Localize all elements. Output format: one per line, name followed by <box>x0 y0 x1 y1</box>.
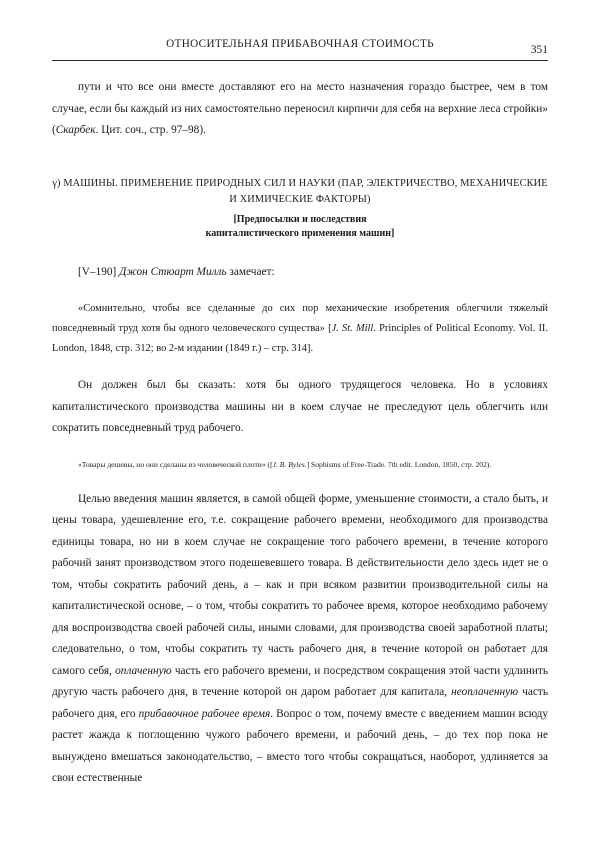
continued-text-part1: пути и что все они вместе доставляют его на место назначения гораздо быстрее, чем в том случае, если бы каждый из них самостоятельно переносил кирпичи для себя на верхние леса стройки» ( <box>52 81 548 136</box>
byles-source-citation: .] Sophisms of Free-Trade. 7th edit. London, 1850, стр. 202). <box>304 459 492 469</box>
mill-source-citation: . Principles of Political Economy. Vol. II. London, 1848, стр. 312; во 2-м издании (1849 г.) – стр. 314]. <box>52 323 548 354</box>
lead-in-verb: замечает: <box>226 265 275 278</box>
mill-quotation <box>52 299 548 359</box>
page-number: 351 <box>530 44 548 56</box>
page-content <box>52 38 548 790</box>
main-paragraph-part4: . Вопрос о том, почему вместе с введением машин всюду растет жажда к поглощению чужого рабочего времени, и рабочий день, – до тех пор пока не вынуждено вмешаться законодательство, – вместо того чтобы сокращаться, наоборот, удлиняется за свои естественные <box>52 707 548 784</box>
section-heading-line-2: И ХИМИЧЕСКИЕ ФАКТОРЫ) <box>229 194 371 205</box>
emphasis-unpaid-portion: неоплаченную <box>451 686 519 698</box>
comment-paragraph: Он должен был бы сказать: хотя бы одного трудящегося человека. Но в условиях капиталистического производства машины ни в коем случае не преследуют цель облегчить или сократить повседневный труд рабочего. <box>52 379 548 434</box>
byles-note-text: «Товары дешевы, но они сделаны из человеческой плоти» ([ <box>78 459 273 469</box>
main-paragraph-part2: часть его рабочего времени, и посредством сокращения этой части удлинить другую часть рабочего дня, в течение которой он даром работает для капитала, <box>52 664 548 698</box>
lead-in-paragraph <box>52 262 548 284</box>
byles-note <box>52 456 548 473</box>
continued-text-part2: . Цит. соч., стр. 97–98). <box>95 124 206 136</box>
mill-source-author: J. St. Mill <box>331 323 374 334</box>
header-divider <box>52 60 548 61</box>
skarbek-citation-name: Скарбек <box>55 124 96 136</box>
section-heading-line-1: γ) МАШИНЫ. ПРИМЕНЕНИЕ ПРИРОДНЫХ СИЛ И НАУКИ (ПАР, ЭЛЕКТРИЧЕСТВО, МЕХАНИЧЕСКИЕ <box>52 177 548 189</box>
section-subheading <box>52 213 548 242</box>
main-paragraph <box>52 489 548 790</box>
emphasis-surplus-labour-time: прибавочное рабочее время <box>138 707 271 720</box>
mill-quotation-text: «Сомнительно, чтобы все сделанные до сих пор механические изобретения облегчили тяжелый повседневный труд хотя бы одного человеческого существа» [ <box>52 303 548 334</box>
byles-source-author: J. B. Byles <box>272 459 305 469</box>
section-subheading-line-1: [Предпосылки и последствия <box>233 213 367 225</box>
manuscript-page-marker: [V–190] <box>78 265 120 278</box>
main-paragraph-part1: Целью введения машин является, в самой общей форме, уменьшение стоимости, а стало быть, и цены товара, удешевление его, т.е. сокращение рабочего времени, необходимого для производства единицы товара, но ни в коем случае не сокращение того рабочего времени, в течение которого рабочий занят производством этого подешевевшего товара. В действительности дело здесь идет не о том, чтобы сократить рабочий день, а – как и при всяком развитии производительной силы на капиталистической основе, – о том, чтобы сократить то рабочее время, которое необходимо рабочему для воспроизводства своей рабочей силы, иными словами, для производства своей заработной платы; следовательно, о том, чтобы сократить ту часть рабочего дня, в течение которой он работает для самого себя, <box>52 492 548 677</box>
mill-author-name: Джон Стюарт Милль <box>119 265 227 278</box>
main-paragraph-part3: часть рабочего дня, его <box>52 686 548 720</box>
emphasis-paid-portion: оплаченную <box>115 664 172 677</box>
running-head <box>52 38 548 56</box>
section-heading <box>52 176 548 209</box>
section-subheading-line-2: капиталистического применения машин] <box>205 228 395 239</box>
continued-paragraph <box>52 77 548 142</box>
running-head-title: ОТНОСИТЕЛЬНАЯ ПРИБАВОЧНАЯ СТОИМОСТЬ <box>166 38 434 50</box>
